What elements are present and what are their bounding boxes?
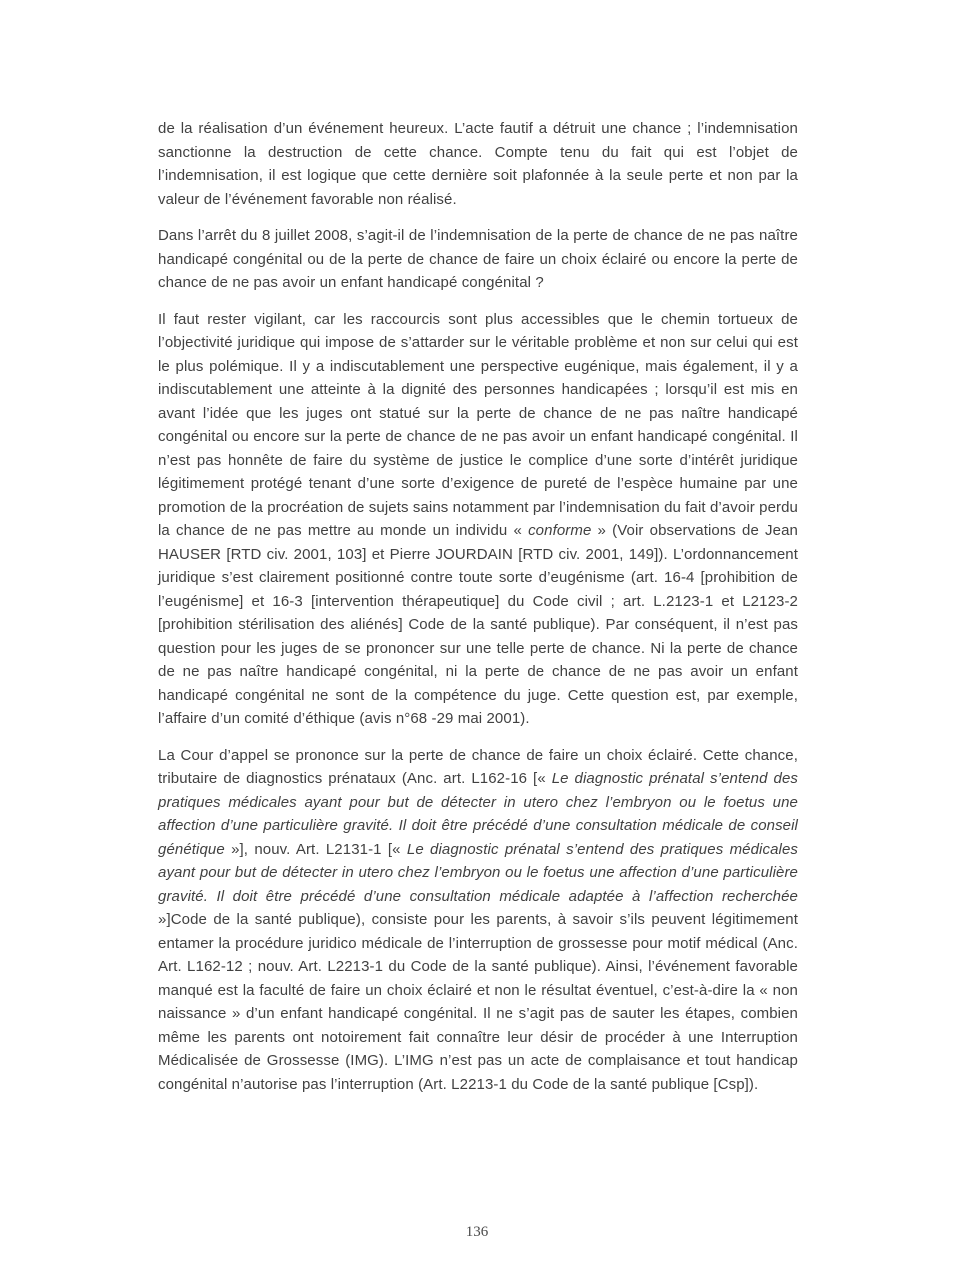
text-run: Dans l’arrêt du 8 juillet 2008, s’agit-il de l’indemnisation de la perte de chance de ne pas naître handicapé congénital ou de la perte de chance de faire un choix éclairé ou encore la perte de chance de ne pas avoir un enfant handicapé congénital ? (158, 227, 798, 291)
page-number: 136 (465, 1224, 489, 1240)
text-run: » (Voir observations de Jean HAUSER [RTD civ. 2001, 103] et Pierre JOURDAIN [RTD civ. 2001, 149]). L’ordonnancement juridique s’est clairement positionné contre toute sorte d’eugénisme (art. 16-4 [prohibition de l’eugénisme] et 16-3 [intervention thérapeutique] du Code civil ; art. L.2123-1 et L2123-2 [prohibition stérilisation des aliénés] Code de la santé publique). Par conséquent, il n’est pas question pour les juges de se prononcer sur une telle perte de chance. Ni la perte de chance de ne pas naître handicapé congénital, ni la perte de chance de ne pas avoir un enfant handicapé congénital ne sont de la compétence du juge. Cette question est, par exemple, l’affaire d’un comité d’éthique (avis n°68 -29 mai 2001). (158, 522, 798, 727)
text-run: »], nouv. Art. L2131-1 [« (224, 840, 407, 858)
document-body (158, 117, 798, 1096)
paragraph (158, 117, 798, 211)
paragraph (158, 224, 798, 295)
italic-text-run: Le diagnostic prénatal s’entend des pratiques médicales ayant pour but de détecter in utero chez l’embryon ou le foetus une affection d’une particulière gravité. Il doit être précédé d’une consultation médicale adaptée à l’affection recherchée (158, 840, 798, 905)
paragraph (158, 308, 798, 731)
italic-text-run: conforme (528, 522, 592, 539)
text-run: »]Code de la santé publique), consiste pour les parents, à savoir s’ils peuvent légitimement entamer la procédure juridico médicale de l’interruption de grossesse pour motif médical (Anc. Art. L162-12 ; nouv. Art. L2213-1 du Code de la santé publique). Ainsi, l’événement favorable manqué est la faculté de faire un choix éclairé et non le résultat éventuel, c’est-à-dire la « non naissance » d’un enfant handicapé congénital. Il ne s’agit pas de sauter les étapes, combien même les parents ont notoirement fait connaître leur désir de procéder à une Interruption Médicalisée de Grossesse (IMG). L’IMG n’est pas un acte de complaisance et tout handicap congénital n’autorise pas l’interruption (Art. L2213-1 du Code de la santé publique [Csp]). (158, 911, 798, 1093)
italic-text-run: Le diagnostic prénatal s’entend des pratiques médicales ayant pour but de détecter in utero chez l’embryon ou le foetus une affection d’une particulière gravité. Il doit être précédé d’une consultation médicale de conseil génétique (158, 770, 798, 858)
paragraph (158, 744, 798, 1097)
text-run: Il faut rester vigilant, car les raccourcis sont plus accessibles que le chemin tortueux de l’objectivité juridique qui impose de s’attarder sur le véritable problème et non sur celui qui est le plus polémique. Il y a indiscutablement une perspective eugénique, mais également, il y a indiscutablement une atteinte à la dignité des personnes handicapées ; lorsqu’il est mis en avant l’idée que les juges ont statué sur la perte de chance de ne pas naître handicapé congénital ou encore sur la perte de chance de ne pas avoir un enfant handicapé congénital. Il n’est pas honnête de faire du système de justice le complice d’une sorte d’intérêt juridique légitimement protégé tenant d’une sorte d’exigence de pureté de l’espèce humaine par une promotion de la procréation de sujets sains notamment par l’indemnisation du fait d’avoir perdu la chance de ne pas mettre au monde un individu « (158, 310, 798, 539)
text-run: de la réalisation d’un événement heureux. L’acte fautif a détruit une chance ; l’indemnisation sanctionne la destruction de cette chance. Compte tenu du fait qui est l’objet de l’indemnisation, il est logique que cette dernière soit plafonnée à la seule perte et non par la valeur de l’événement favorable non réalisé. (158, 120, 798, 208)
text-run: La Cour d’appel se prononce sur la perte de chance de faire un choix éclairé. Cette chance, tributaire de diagnostics prénataux (Anc. art. L162-16 [« (158, 746, 798, 787)
